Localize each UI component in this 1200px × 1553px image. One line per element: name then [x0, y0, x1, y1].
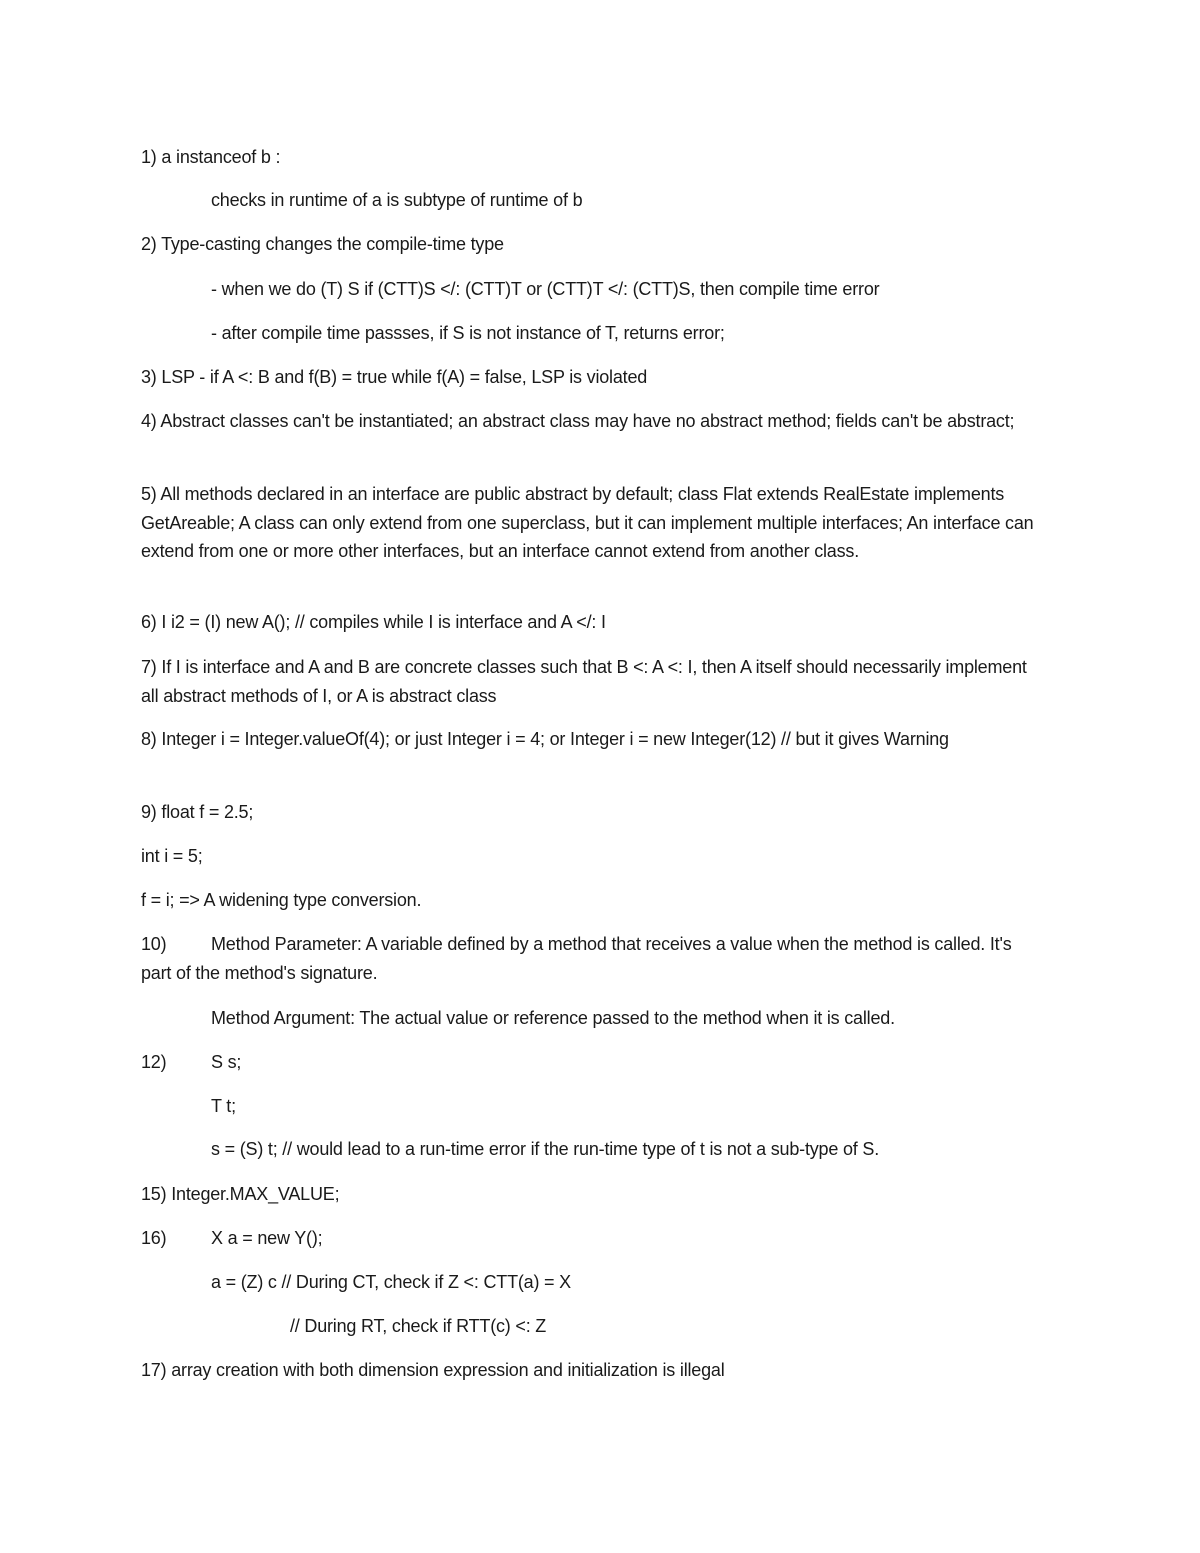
note-12-text: S s;: [211, 1052, 242, 1072]
note-4: 4) Abstract classes can't be instantiated; an abstract class may have no abstract method; fields can't be abstract;: [141, 411, 1015, 431]
note-5: 5) All methods declared in an interface are public abstract by default; class Flat extends RealEstate implements GetAreable; A class can only extend from one superclass, but it can implement multiple interfaces; An interface can extend from one or more other interfaces, but an interface cannot extend from another class.: [141, 484, 1034, 561]
note-12-line-3: s = (S) t; // would lead to a run-time error if the run-time type of t is not a sub-type of S.: [211, 1139, 879, 1159]
note-1-detail: checks in runtime of a is subtype of runtime of b: [211, 190, 583, 210]
note-9: 9) float f = 2.5;: [141, 802, 254, 822]
note-7: 7) If I is interface and A and B are concrete classes such that B <: A <: I, then A itself should necessarily implement all abstract methods of I, or A is abstract class: [141, 657, 1027, 706]
note-15: 15) Integer.MAX_VALUE;: [141, 1184, 340, 1204]
note-2-detail-b: - after compile time passses, if S is not instance of T, returns error;: [211, 323, 725, 343]
note-12: [141, 1048, 241, 1076]
note-10-number: 10): [141, 934, 167, 954]
note-9-line-3: f = i; => A widening type conversion.: [141, 890, 422, 910]
note-16-line-2: a = (Z) c // During CT, check if Z <: CTT(a) = X: [211, 1272, 571, 1292]
note-16-line-3: // During RT, check if RTT(c) <: Z: [290, 1316, 547, 1336]
note-2-detail-a: - when we do (T) S if (CTT)S </: (CTT)T or (CTT)T </: (CTT)S, then compile time error: [211, 279, 880, 299]
note-16-number: 16): [141, 1228, 167, 1248]
note-10-text: Method Parameter: A variable defined by a method that receives a value when the method is called. It's part of the method's signature.: [141, 934, 1012, 983]
note-16-text: X a = new Y();: [211, 1228, 323, 1248]
note-16: [141, 1224, 322, 1252]
note-3: 3) LSP - if A <: B and f(B) = true while f(A) = false, LSP is violated: [141, 367, 648, 387]
note-10: [141, 930, 1046, 987]
note-9-line-2: int i = 5;: [141, 846, 203, 866]
note-6: 6) I i2 = (I) new A(); // compiles while I is interface and A </: I: [141, 612, 606, 632]
note-10-argument: Method Argument: The actual value or reference passed to the method when it is called.: [211, 1008, 895, 1028]
note-2: 2) Type-casting changes the compile-time type: [141, 234, 504, 254]
note-12-number: 12): [141, 1052, 167, 1072]
note-12-line-2: T t;: [211, 1096, 236, 1116]
note-1: 1) a instanceof b :: [141, 147, 281, 167]
note-8: 8) Integer i = Integer.valueOf(4); or just Integer i = 4; or Integer i = new Integer(12) // but it gives Warning: [141, 729, 949, 749]
note-17: 17) array creation with both dimension expression and initialization is illegal: [141, 1360, 725, 1380]
